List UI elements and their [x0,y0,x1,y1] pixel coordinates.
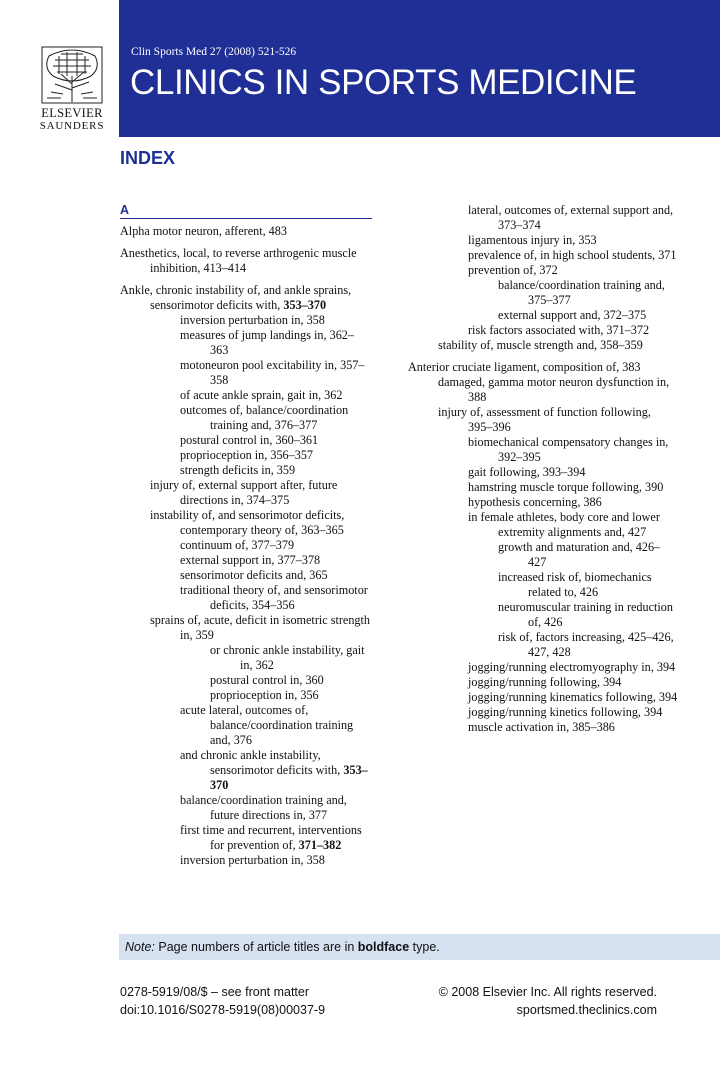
index-entry [180,793,372,823]
note-bold-word: boldface [357,940,410,954]
index-column-right [408,203,678,735]
section-letter: A [120,203,372,219]
index-entry-text: muscle activation in, 385–386 [468,720,615,734]
index-entry [120,283,372,313]
index-entry-text: damaged, gamma motor neuron dysfunction in, 388 [438,375,670,404]
index-entry [180,583,372,613]
index-entry-text: balance/coordination training and, future directions in, 377 [180,793,347,822]
index-entry-text: hamstring muscle torque following, 390 [468,480,664,494]
elsevier-tree-icon [41,46,103,104]
index-entry-text: or chronic ankle instability, gait in, 362 [210,643,365,672]
index-entry-text: contemporary theory of, 363–365 [180,523,344,537]
index-entry [120,224,372,239]
index-entry-text: traditional theory of, and sensorimotor deficits, 354–356 [180,583,368,612]
index-entry [210,688,372,703]
index-entry [468,660,678,675]
note-text-end: type. [409,940,440,954]
index-entry-text: proprioception in, 356–357 [180,448,314,462]
article-page-range: 353–370 [210,763,368,792]
index-entry [180,448,372,463]
index-entry [150,613,372,643]
index-entry-text: continuum of, 377–379 [180,538,295,552]
index-entry-text: and chronic ankle instability, sensorimotor deficits with, [180,748,344,777]
index-entry-text: Anterior cruciate ligament, composition of, 383 [408,360,641,374]
index-entry-text: in female athletes, body core and lower extremity alignments and, 427 [468,510,660,539]
index-entry-text: jogging/running electromyography in, 394 [468,660,676,674]
index-entry-text: balance/coordination training and, 375–377 [498,278,665,307]
elsevier-logo [36,46,108,134]
index-entry-text: jogging/running kinetics following, 394 [468,705,663,719]
journal-banner [119,0,720,137]
index-entry-text: biomechanical compensatory changes in, 392–395 [468,435,669,464]
index-entry [180,553,372,568]
index-entry-text: postural control in, 360–361 [180,433,319,447]
publisher-name: ELSEVIER [41,106,103,120]
index-entry [120,246,372,276]
note-text: Page numbers of article titles are in [154,940,358,954]
index-entry [498,600,678,630]
index-entry-text: Alpha motor neuron, afferent, 483 [120,224,287,238]
index-entry-text: prevalence of, in high school students, 371 [468,248,677,262]
index-entry-text: hypothesis concerning, 386 [468,495,602,509]
index-entry [180,388,372,403]
index-entry [468,465,678,480]
index-entry [468,203,678,233]
index-entry [468,510,678,540]
copyright-line: © 2008 Elsevier Inc. All rights reserved. [438,985,657,999]
index-entry [468,233,678,248]
index-entry-text: acute lateral, outcomes of, balance/coordination training and, 376 [180,703,354,747]
index-entry-text: gait following, 393–394 [468,465,586,479]
index-entry-text: instability of, and sensorimotor deficits, [150,508,345,522]
index-entry [180,523,372,538]
article-page-range: 371–382 [298,838,342,852]
index-entry [468,675,678,690]
footer-left [120,983,325,1019]
index-entry [468,263,678,278]
index-entry-text: outcomes of, balance/coordination training and, 376–377 [180,403,349,432]
index-entry-text: Ankle, chronic instability of, and ankle sprains, sensorimotor deficits with, [120,283,352,312]
index-entry [180,463,372,478]
index-entry-text: jogging/running following, 394 [468,675,622,689]
index-entry-text: external support in, 377–378 [180,553,321,567]
index-entry [180,313,372,328]
index-entry-text: risk factors associated with, 371–372 [468,323,650,337]
index-entry [438,405,678,435]
index-entry [468,248,678,263]
journal-citation: Clin Sports Med 27 (2008) 521-526 [131,46,297,58]
index-entry-text: stability of, muscle strength and, 358–359 [438,338,643,352]
index-entry-text: sprains of, acute, deficit in isometric strength in, 359 [150,613,370,642]
index-entry-text: jogging/running kinematics following, 394 [468,690,678,704]
index-entry [498,278,678,308]
index-entry [180,853,372,868]
note-label: Note: [125,940,155,954]
index-entry [498,540,678,570]
index-entry-text: neuromuscular training in reduction of, 426 [498,600,673,629]
index-entry-text: growth and maturation and, 426–427 [498,540,661,569]
index-entry-text: risk of, factors increasing, 425–426, 427, 428 [498,630,674,659]
index-entry-text: strength deficits in, 359 [180,463,296,477]
index-entry [498,630,678,660]
index-entry [150,508,372,523]
index-entry-text: external support and, 372–375 [498,308,647,322]
index-entry [438,338,678,353]
index-entry [498,308,678,323]
index-entry-text: Anesthetics, local, to reverse arthrogenic muscle inhibition, 413–414 [120,246,357,275]
index-entry [468,323,678,338]
doi-line: doi:10.1016/S0278-5919(08)00037-9 [120,1003,326,1017]
index-entry-text: motoneuron pool excitability in, 357–358 [180,358,365,387]
index-entry-text: sensorimotor deficits and, 365 [180,568,328,582]
index-entry [150,478,372,508]
index-entry-text: proprioception in, 356 [210,688,319,702]
index-entry-text: injury of, assessment of function following, 395–396 [438,405,651,434]
index-entry [468,495,678,510]
index-column-left [120,203,372,868]
index-entry-text: measures of jump landings in, 362–363 [180,328,354,357]
journal-title: CLINICS IN SPORTS MEDICINE [130,63,637,102]
index-entry-text: lateral, outcomes of, external support and, 373–374 [468,203,674,232]
index-entry-text: inversion perturbation in, 358 [180,313,325,327]
index-entry-text: increased risk of, biomechanics related to, 426 [498,570,652,599]
index-entry [180,568,372,583]
footer-right [380,983,657,1019]
index-entry [210,643,372,673]
index-entry [180,433,372,448]
journal-website[interactable]: sportsmed.theclinics.com [516,1003,657,1017]
index-entry [180,403,372,433]
index-entry [468,690,678,705]
index-entry [180,703,372,748]
index-entry-text: prevention of, 372 [468,263,558,277]
article-page-range: 353–370 [283,298,327,312]
index-entry [408,360,678,375]
index-entry-text: ligamentous injury in, 353 [468,233,597,247]
index-entry [180,538,372,553]
issn-line: 0278-5919/08/$ – see front matter [120,985,310,999]
index-entry [498,570,678,600]
index-entry [180,823,372,853]
index-entry-text: injury of, external support after, future directions in, 374–375 [150,478,338,507]
index-entry [468,480,678,495]
boldface-note [119,934,720,960]
index-entry-text: first time and recurrent, interventions for prevention of, [180,823,362,852]
index-entry [180,748,372,793]
index-entry-text: of acute ankle sprain, gait in, 362 [180,388,343,402]
index-entry [210,673,372,688]
index-entry [468,705,678,720]
index-entry-text: inversion perturbation in, 358 [180,853,325,867]
index-entry [468,435,678,465]
index-entry [468,720,678,735]
index-title: INDEX [120,148,176,168]
index-entry [180,358,372,388]
publisher-imprint: SAUNDERS [39,120,105,132]
index-entry [180,328,372,358]
index-entry [438,375,678,405]
index-entry-text: postural control in, 360 [210,673,324,687]
